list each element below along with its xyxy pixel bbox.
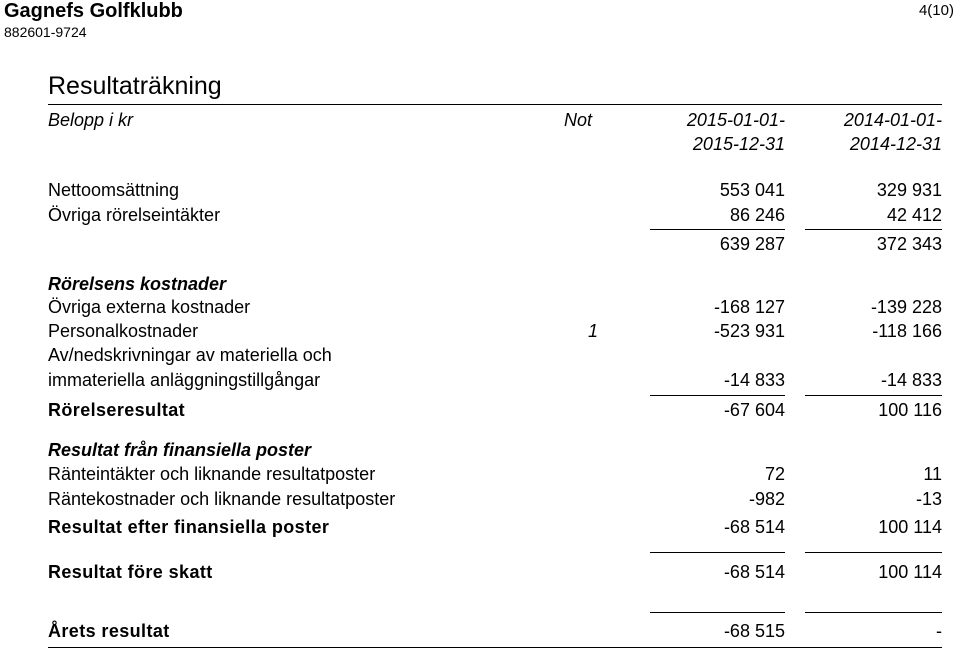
column-header-note: Not: [564, 110, 593, 130]
row-value-2015: -67 604: [723, 400, 785, 420]
row-value-2014: 100 116: [878, 400, 942, 420]
column-header-period2-end: 2014-12-31: [849, 134, 942, 154]
row-label: Nettoomsättning: [48, 180, 180, 200]
column-header-period1-end: 2015-12-31: [692, 134, 785, 154]
row-label: Resultat efter finansiella poster: [48, 517, 330, 537]
column-header-label: Belopp i kr: [48, 110, 134, 130]
table-row: [48, 489, 942, 513]
row-label: immateriella anläggningstillgångar: [48, 370, 321, 390]
row-value-2014: -13: [915, 489, 942, 509]
row-value-2014: 100 114: [878, 562, 942, 582]
subtotal-rule-2015: [650, 229, 785, 230]
pre-tax-rule-2014: [805, 552, 942, 553]
page-title: Resultaträkning: [48, 72, 222, 100]
row-label: Övriga rörelseintäkter: [48, 205, 221, 225]
row-label: Resultat före skatt: [48, 562, 213, 582]
subtotal-row: [48, 234, 942, 258]
total-row: [48, 400, 942, 424]
row-value-2015: 86 246: [729, 205, 785, 225]
row-value-2015: -523 931: [713, 321, 785, 341]
section-heading-label: Rörelsens kostnader: [48, 274, 227, 294]
row-value-2015: -68 515: [723, 621, 785, 641]
operating-result-rule-2015: [650, 395, 785, 396]
row-label: Räntekostnader och liknande resultatposter: [48, 489, 396, 509]
pre-tax-rule-2015: [650, 552, 785, 553]
row-note: 1: [587, 321, 598, 341]
row-value-2015: -68 514: [723, 517, 785, 537]
table-row: [48, 180, 942, 204]
table-row: [48, 205, 942, 229]
row-value-2014: -118 166: [872, 321, 942, 341]
row-value-2015: -982: [748, 489, 785, 509]
column-header-period2-start: 2014-01-01-: [843, 110, 942, 130]
row-value-2015: -168 127: [713, 297, 785, 317]
row-value-2015: -68 514: [723, 562, 785, 582]
row-label: Ränteintäkter och liknande resultatposter: [48, 464, 376, 484]
net-result-rule-2014: [805, 612, 942, 613]
net-result-row: [48, 621, 942, 645]
table-row: [48, 297, 942, 321]
row-label: Övriga externa kostnader: [48, 297, 251, 317]
table-row: [48, 370, 942, 394]
organization-name: Gagnefs Golfklubb: [4, 0, 183, 22]
row-label: Personalkostnader: [48, 321, 199, 341]
row-value-2014: -139 228: [870, 297, 942, 317]
organization-number: 882601-9724: [4, 24, 87, 40]
operating-result-rule-2014: [805, 395, 942, 396]
row-label: Årets resultat: [48, 621, 170, 641]
section-heading: [48, 440, 942, 464]
row-value-2015: 553 041: [719, 180, 785, 200]
subtotal-rule-2014: [805, 229, 942, 230]
row-value-2014: 329 931: [876, 180, 942, 200]
table-row: [48, 464, 942, 488]
page-number: 4(10): [918, 2, 954, 19]
table-row: [48, 345, 942, 369]
footer-rule: [48, 647, 942, 648]
row-value-2014: -: [936, 621, 942, 641]
row-value-2015: -14 833: [723, 370, 785, 390]
subtotal-value-2015: 639 287: [719, 234, 785, 254]
section-heading-label: Resultat från finansiella poster: [48, 440, 312, 460]
row-value-2014: 42 412: [886, 205, 942, 225]
row-value-2014: 100 114: [878, 517, 942, 537]
section-heading: [48, 274, 942, 298]
header-top-rule: [48, 104, 942, 105]
net-result-rule-2015: [650, 612, 785, 613]
total-row: [48, 517, 942, 541]
row-value-2014: -14 833: [880, 370, 942, 390]
row-value-2014: 11: [923, 464, 942, 484]
subtotal-value-2014: 372 343: [876, 234, 942, 254]
row-label: Av/nedskrivningar av materiella och: [48, 345, 332, 365]
column-header-period1-start: 2015-01-01-: [686, 110, 785, 130]
table-row: [48, 321, 942, 345]
row-label: Rörelseresultat: [48, 400, 186, 420]
row-value-2015: 72: [764, 464, 785, 484]
total-row: [48, 562, 942, 586]
